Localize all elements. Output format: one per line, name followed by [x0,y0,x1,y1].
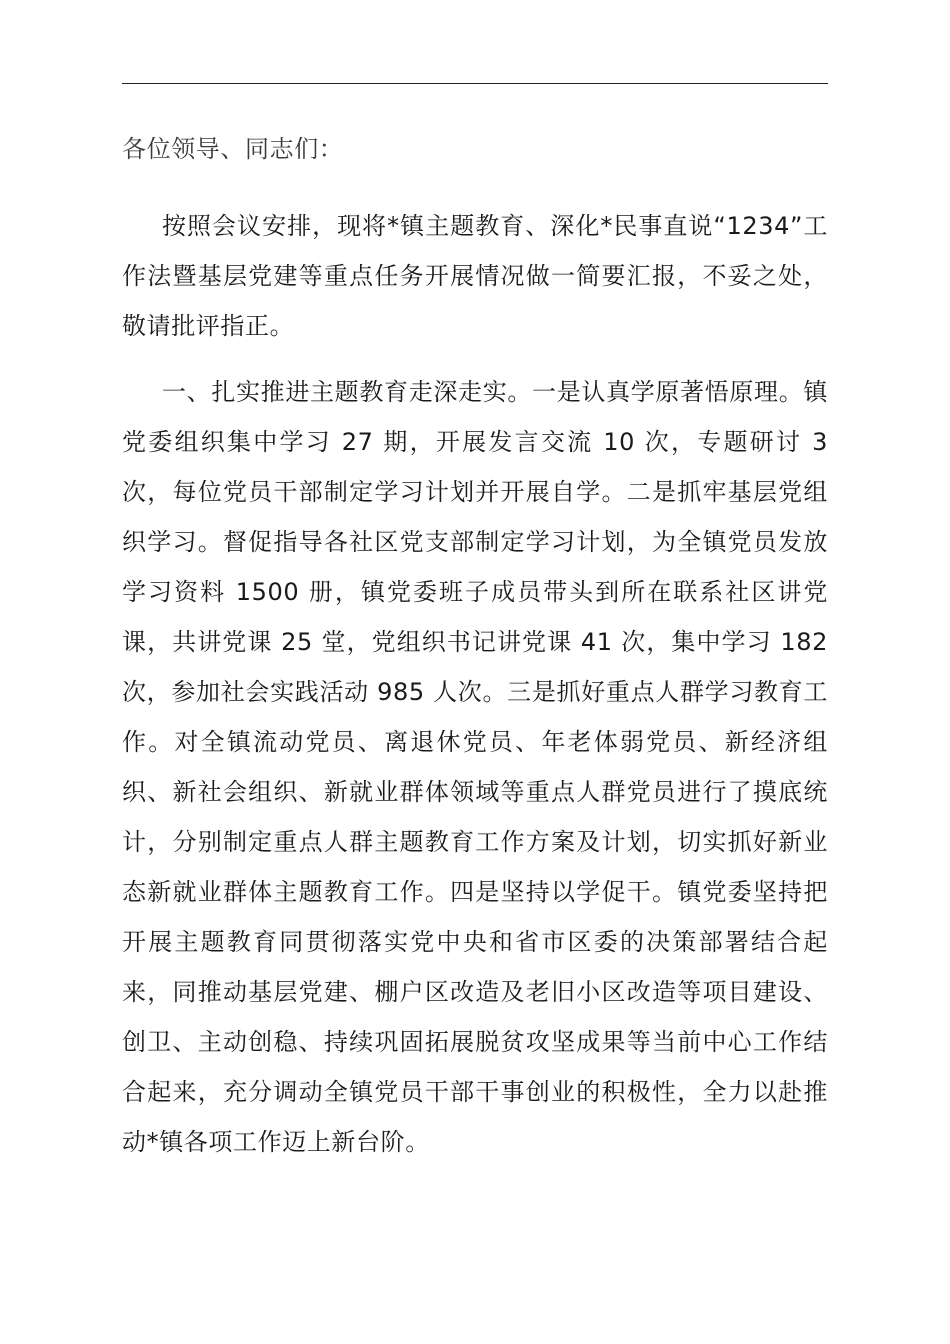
header-rule [122,83,828,84]
paragraph-section-one: 一、扎实推进主题教育走深走实。一是认真学原著悟原理。镇党委组织集中学习 27 期，开展发言交流 10 次，专题研讨 3 次，每位党员干部制定学习计划并开展自学。二是抓牢基层党组织学习。督促指导各社区党支部制定学习计划，为全镇党员发放学习资料 1500 册，镇党委班子成员带头到所在联系社区讲党课，共讲党课 25 堂，党组织书记讲党课 41 次，集中学习 182 次，参加社会实践活动 985 人次。三是抓好重点人群学习教育工作。对全镇流动党员、离退休党员、年老体弱党员、新经济组织、新社会组织、新就业群体领域等重点人群党员进行了摸底统计，分别制定重点人群主题教育工作方案及计划，切实抓好新业态新就业群体主题教育工作。四是坚持以学促干。镇党委坚持把开展主题教育同贯彻落实党中央和省市区委的决策部署结合起来，同推动基层党建、棚户区改造及老旧小区改造等项目建设、创卫、主动创稳、持续巩固拓展脱贫攻坚成果等当前中心工作结合起来，充分调动全镇党员干部干事创业的积极性，全力以赴推动*镇各项工作迈上新台阶。 [122,378,828,1156]
document-body [122,124,828,1167]
salutation: 各位领导、同志们： [122,135,344,163]
paragraph-intro: 按照会议安排，现将*镇主题教育、深化*民事直说“1234”工作法暨基层党建等重点任务开展情况做一简要汇报，不妥之处，敬请批评指正。 [122,212,828,340]
